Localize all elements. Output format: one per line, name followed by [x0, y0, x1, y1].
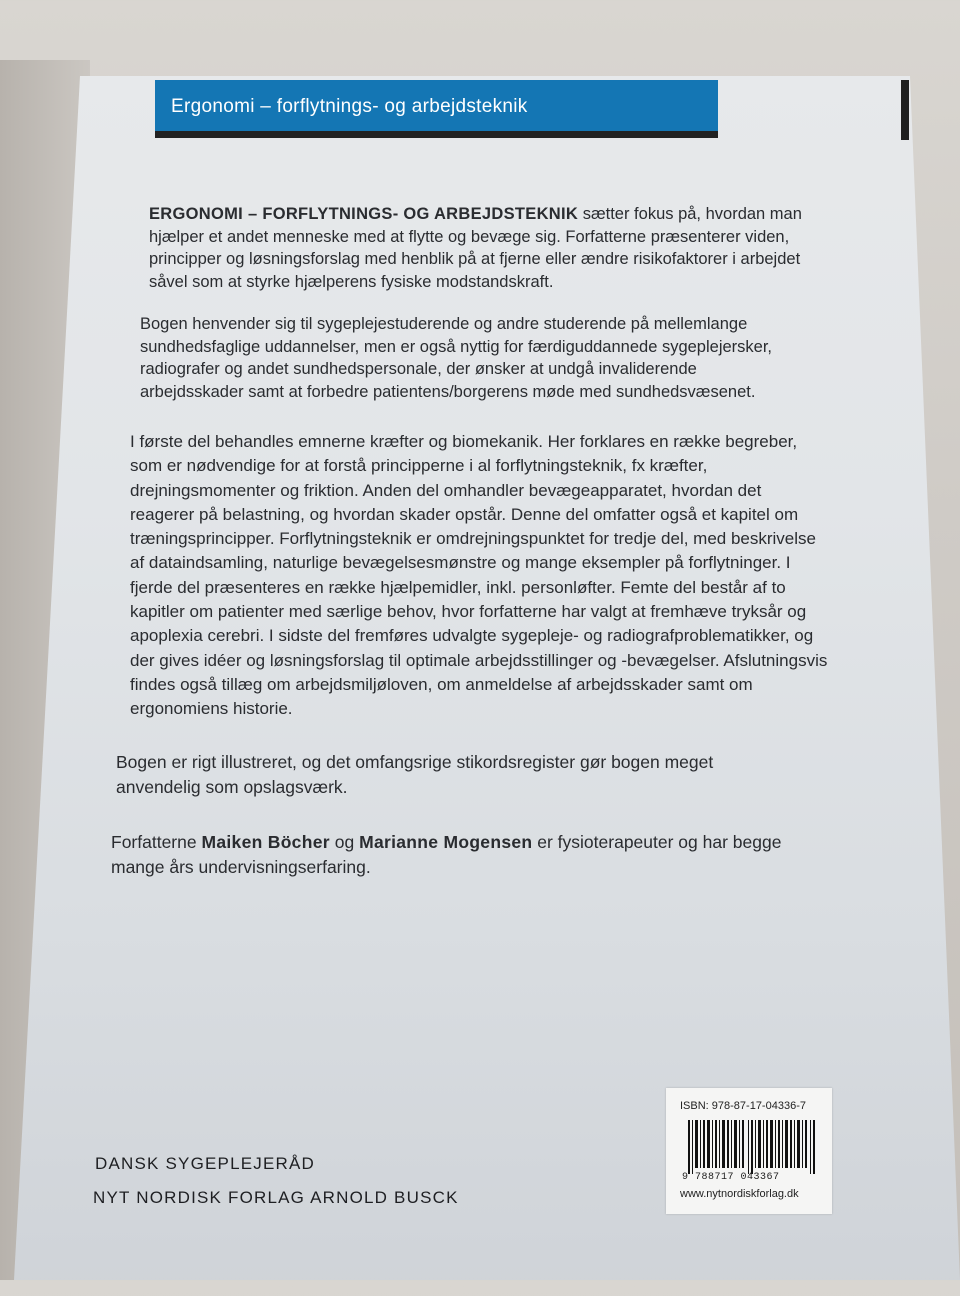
author-2: Marianne Mogensen — [359, 832, 533, 852]
publisher-1: DANSK SYGEPLEJERÅD — [95, 1154, 315, 1173]
authors-prefix: Forfatterne — [111, 832, 202, 852]
blurb-paragraph-3: I første del behandles emnerne kræfter og biomekanik. Her forklares en række begreber, som er nødvendige for at forstå principperne i al forflytningsteknik, fx kræfter, drejningsmomenter og friktion. Anden del omhandler bevægeapparatet, hvordan det reagerer på belastning, og hvordan skader opstår. Denne del omfatter også et kapitel om træningsprincipper. Forflytningsteknik er omdrejningspunktet for tredje del, med beskrivelse af dataindsamling, naturlige bevægelsesmønstre og mange eksempler på forflytninger. I fjerde del præsenteres en række hjælpemidler, inkl. personløfter. Femte del består af to kapitler om patienter med særlige behov, hvor forfatterne har valgt at fremhæve tryksår og apoplexia cerebri. I sidste del fremføres udvalgte sygepleje- og radiografproblematikker, og der gives idéer og løsningsforslag til optimale arbejdsstillinger og -bevægelser. Afslutningsvis findes også tillæg om arbejdsmiljøloven, om anmeldelse af arbejdsskader samt om ergonomiens historie. — [130, 432, 828, 719]
isbn-label: ISBN: 978-87-17-04336-7 — [680, 1100, 806, 1112]
authors-middle: og — [329, 832, 360, 852]
book-title-caps: ERGONOMI – FORFLYTNINGS- OG ARBEJDSTEKNIK — [149, 205, 579, 223]
authors-paragraph — [111, 830, 831, 879]
authors-suffix: er fysioterapeuter og har begge mange års undervisningserfaring. — [111, 832, 782, 877]
author-1: Maiken Böcher — [201, 832, 330, 852]
blurb-paragraph-4: Bogen er rigt illustreret, og det omfangsrige stikordsregister gør bogen meget anvendelig som opslagsværk. — [116, 752, 714, 797]
publisher-2: NYT NORDISK FORLAG ARNOLD BUSCK — [93, 1188, 459, 1207]
title-banner — [155, 80, 718, 138]
blurb-paragraph-1 — [149, 203, 809, 293]
spine-edge — [901, 80, 909, 140]
isbn-sticker — [666, 1088, 832, 1214]
banner-title: Ergonomi – forflytnings- og arbejdsteknik — [171, 96, 528, 117]
paragraph-1-text: sætter fokus på, hvordan man hjælper et andet menneske med at flytte og bevæge sig. Forfatterne præsenterer viden, principper og løsningsforslag med henblik på at fjerne eller ændre risikofaktorer i arbejdet såvel som at styrke hjælperens fysiske modstandskraft. — [149, 205, 802, 291]
barcode-digits: 9 788717 043367 — [682, 1172, 780, 1183]
publisher-url: www.nytnordiskforlag.dk — [680, 1188, 799, 1200]
blurb-paragraph-2: Bogen henvender sig til sygeplejestuderende og andre studerende på mellemlange sundhedsfaglige uddannelser, men er også nyttig for færdiguddannede sygeplejersker, radiografer og andet sundhedspersonale, der ønsker at undgå invaliderende arbejdsskader samt at forbedre patientens/borgerens møde med sundhedsvæsenet. — [140, 315, 773, 401]
barcode-icon — [688, 1120, 818, 1174]
